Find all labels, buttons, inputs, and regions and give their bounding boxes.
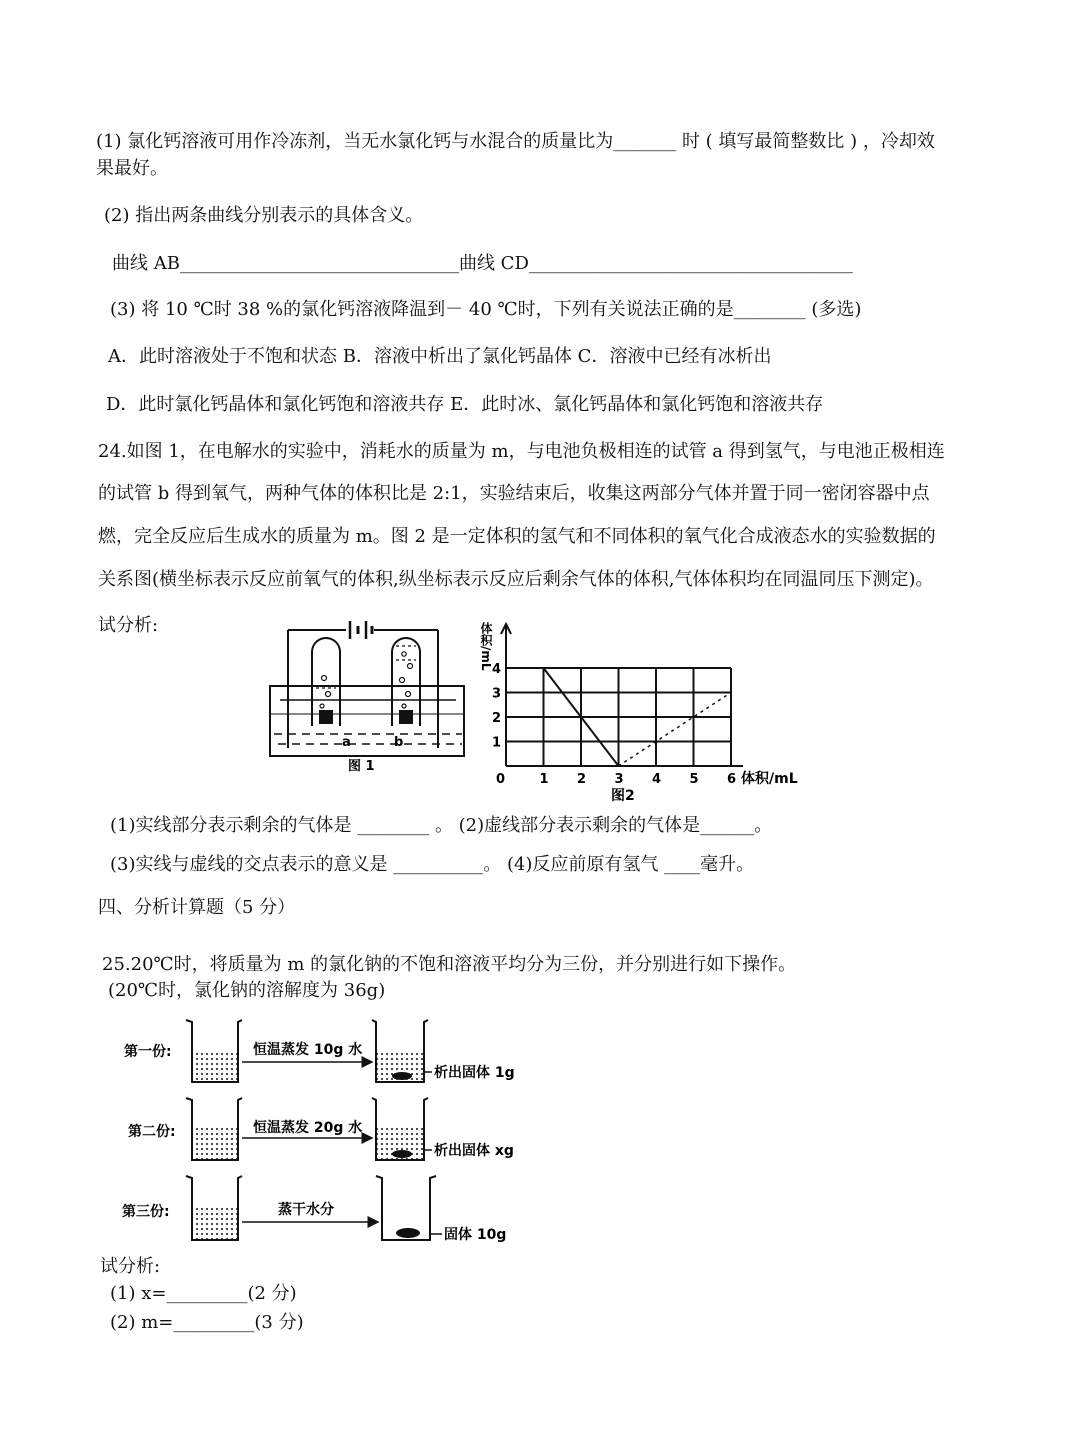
row3-beaker-end [376,1176,442,1240]
row2-beaker-end [372,1098,432,1160]
y-tick-label: 4 [492,662,502,677]
x-tick-label: 3 [614,772,624,787]
section4-heading: 四、分析计算题（5 分） [98,897,296,918]
q24-sub1: (1)实线部分表示剩余的气体是 ________ 。 (2)虚线部分表示剩余的气体是______。 [110,815,773,836]
row1-label: 第一份: [124,1044,172,1060]
row2-action: 恒温蒸发 20g 水 [253,1120,363,1136]
row1-action: 恒温蒸发 10g 水 [253,1042,363,1058]
x-tick-label: 2 [577,772,587,787]
row2-result: 析出固体 xg [434,1143,514,1159]
q25-analysis-label: 试分析: [100,1256,161,1277]
q24-line4: 关系图(横坐标表示反应前氧气的体积,纵坐标表示反应后剩余气体的体积,气体体积均在同温同压下测定)。 [98,569,934,590]
row2-label: 第二份: [128,1124,176,1140]
q23-part2: (2) 指出两条曲线分别表示的具体含义。 [104,205,424,226]
q25-answer1: (1) x=_________(2 分) [110,1283,297,1304]
q23-options-de: D．此时氯化钙晶体和氯化钙饱和溶液共存 E．此时冰、氯化钙晶体和氯化钙饱和溶液共存 [106,394,824,415]
row2-beaker-start [186,1098,242,1160]
q24-analysis-label: 试分析: [98,615,159,636]
y-axis-label: 体积/mL [479,622,493,671]
q24-line1: 24.如图 1，在电解水的实验中，消耗水的质量为 m，与电池负极相连的试管 a 得到氢气，与电池正极相连 [98,441,945,462]
row1-beaker-end [372,1020,432,1082]
y-tick-label: 2 [492,711,502,726]
x-tick-label: 6 [727,772,737,787]
row3-action: 蒸干水分 [278,1202,334,1218]
row3-label: 第三份: [122,1204,170,1220]
q24-line2: 的试管 b 得到氧气，两种气体的体积比是 2:1，实验结束后，收集这两部分气体并置于同一密闭容器中点 [98,483,930,504]
x-tick-label: 0 [496,772,506,787]
q24-sub2: (3)实线与虚线的交点表示的意义是 __________。 (4)反应前原有氢气 ____毫升。 [110,854,755,875]
q23-part3: (3) 将 10 ℃时 38 %的氯化钙溶液降温到－ 40 ℃时，下列有关说法正确的是________ (多选) [110,299,862,320]
x-tick-label: 4 [652,772,662,787]
x-tick-label: 5 [689,772,699,787]
x-tick-label: 1 [539,772,549,787]
q25-line2: (20℃时，氯化钠的溶解度为 36g) [108,980,386,1001]
y-tick-label: 3 [492,686,502,702]
x-axis-label: 体积/mL [741,771,798,787]
row1-beaker-start [186,1020,242,1082]
q23-part1-line1: (1) 氯化钙溶液可用作冷冻剂，当无水氯化钙与水混合的质量比为_______ 时 ( 填写最简整数比 ) ，冷却效 [96,131,935,152]
q23-part1-line2: 果最好。 [96,158,168,179]
figure1-electrolysis-apparatus [266,618,476,778]
figure1-caption: 图 1 [348,759,375,774]
q23-options-abc: A．此时溶液处于不饱和状态 B．溶液中析出了氯化钙晶体 C．溶液中已经有冰析出 [108,346,772,367]
q24-line3: 燃，完全反应后生成水的质量为 m。图 2 是一定体积的氢气和不同体积的氧气化合成液态水的实验数据的 [98,526,936,547]
tube-b-label: b [394,735,404,750]
q25-answer2: (2) m=_________(3 分) [110,1312,304,1333]
tube-a-label: a [342,735,351,750]
y-tick-label: 1 [492,735,502,751]
row3-beaker-start [186,1176,242,1240]
figure2-chart [476,618,826,804]
row3-result: 固体 10g [444,1227,507,1243]
chart-title: 图2 [611,788,635,804]
row1-result: 析出固体 1g [434,1065,515,1081]
q23-curves-blank: 曲线 AB_______________________________曲线 CD____________________________________ [112,253,853,274]
q25-line1: 25.20℃时，将质量为 m 的氯化钠的不饱和溶液平均分为三份，并分别进行如下操作。 [102,954,797,975]
series-dashed-line [619,693,732,767]
q25-operations-diagram [110,1012,530,1252]
